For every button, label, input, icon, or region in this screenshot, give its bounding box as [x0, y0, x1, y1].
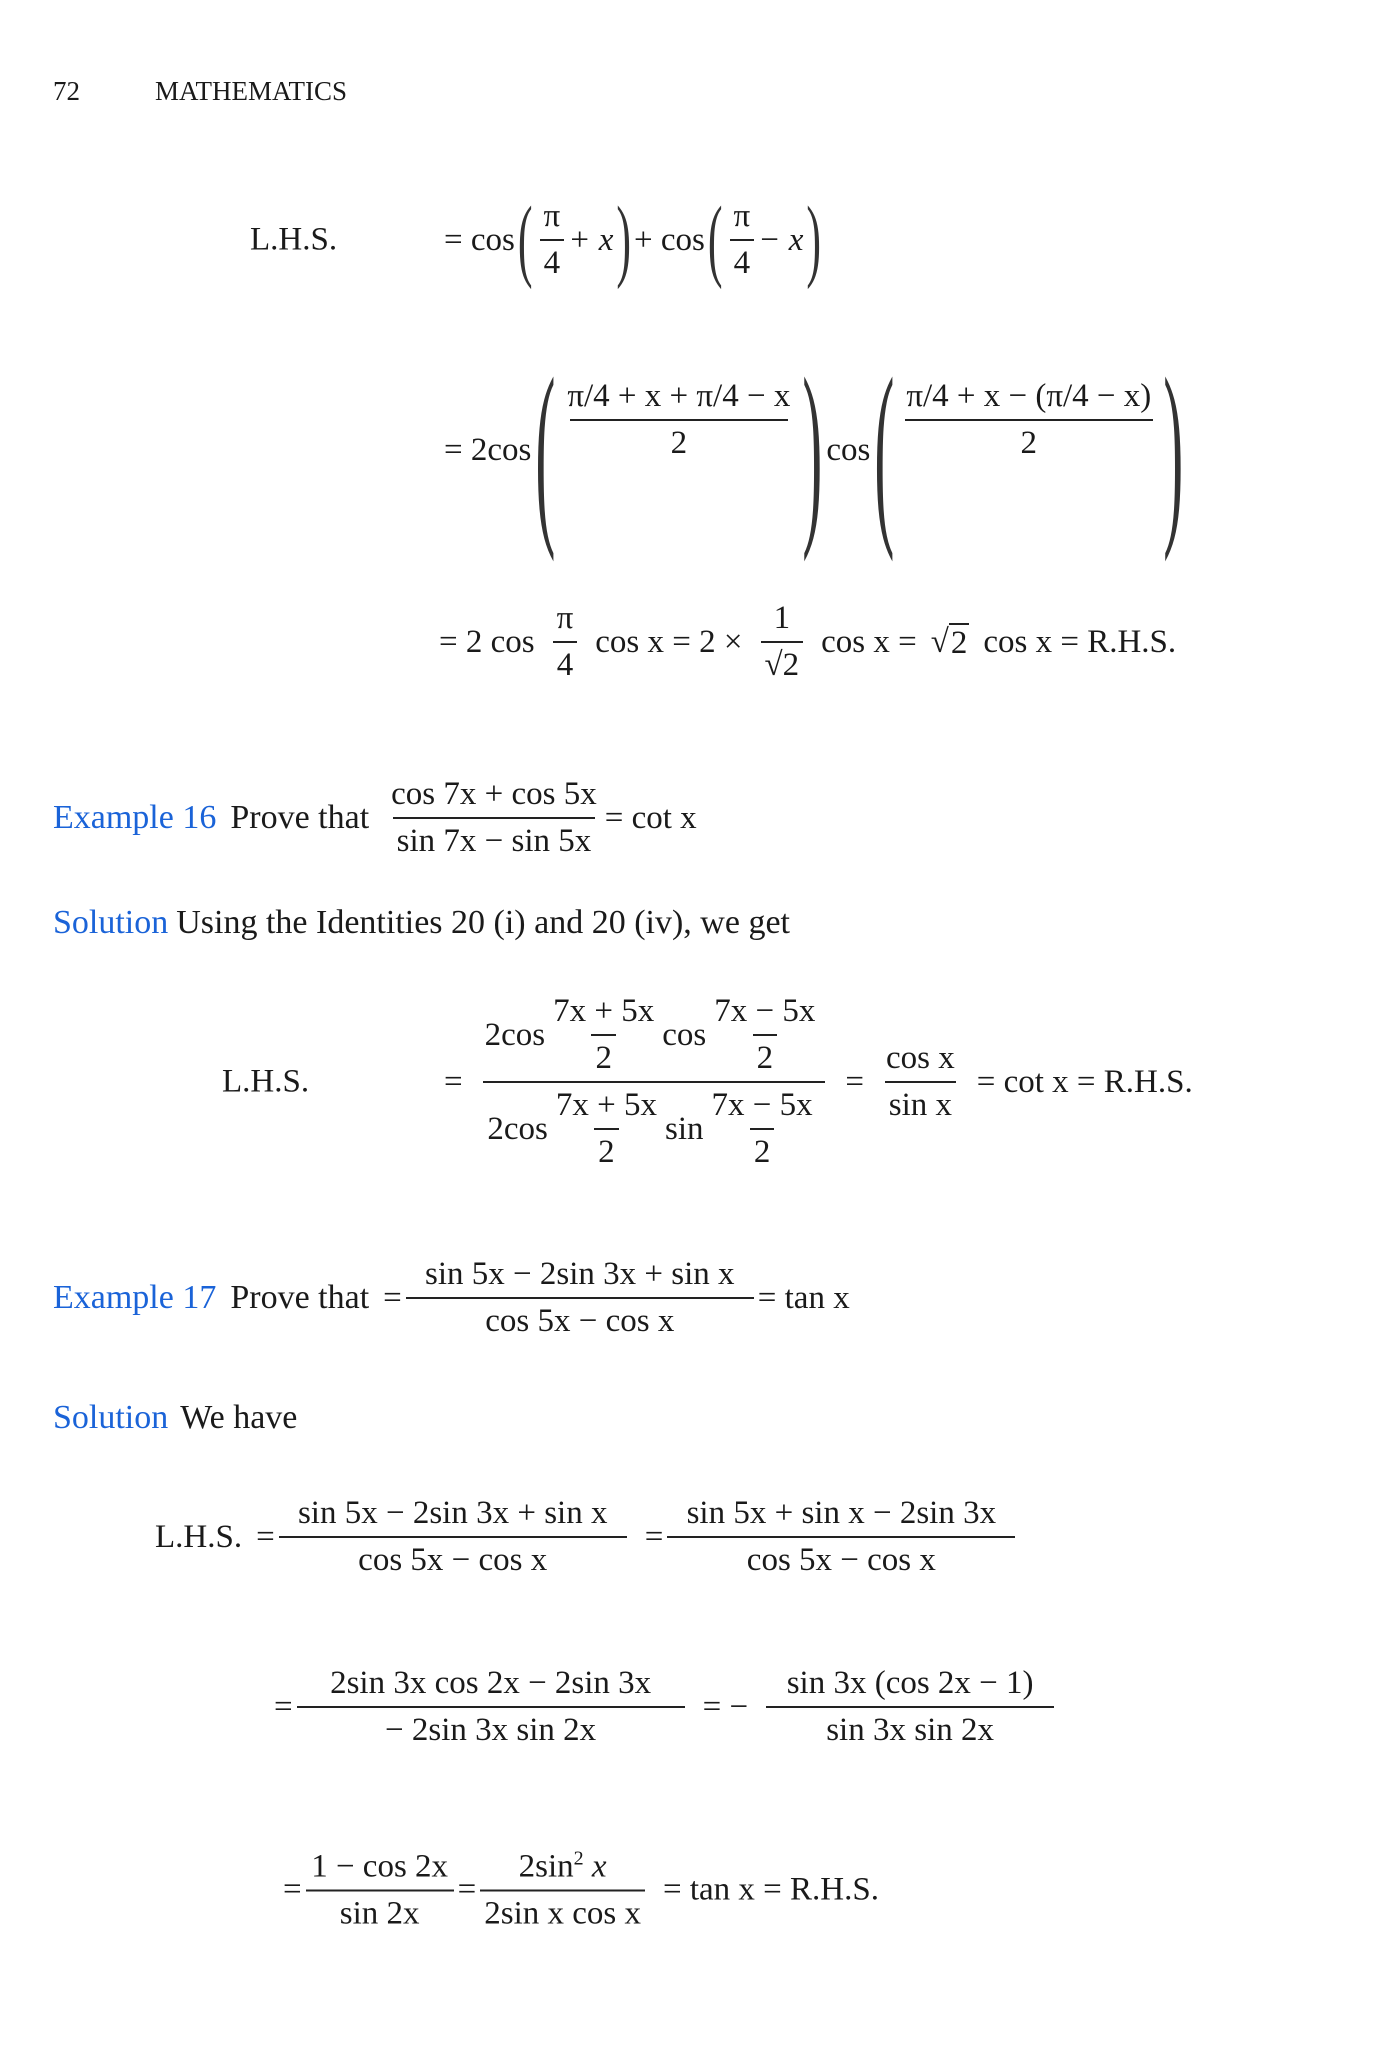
denominator: 2: [905, 419, 1153, 462]
math-text: Solution: [53, 904, 169, 941]
math-text: L.H.S.: [250, 221, 338, 258]
math-text: =: [383, 1279, 402, 1316]
parenthesis: (: [874, 337, 895, 563]
math-text: = tan x: [757, 1279, 850, 1316]
numerator: 7x + 5x: [555, 1087, 657, 1123]
math-text: L.H.S.: [155, 1518, 243, 1555]
math-text: =: [283, 1871, 302, 1908]
math-text: − x: [758, 221, 804, 258]
math-text: Prove that: [230, 799, 370, 836]
numerator: 1: [773, 600, 791, 636]
math-text: Example 17: [53, 1279, 217, 1316]
numerator: 2sin 3x cos 2x − 2sin 3x: [330, 1665, 652, 1701]
denominator: sin 2x: [306, 1889, 454, 1932]
math-text: + x: [568, 221, 614, 258]
math-text: cos x =: [821, 623, 917, 660]
math-text: + cos: [634, 221, 705, 258]
example-16: [53, 776, 697, 860]
numerator: sin 5x + sin x − 2sin 3x: [686, 1495, 997, 1531]
solution-17-intro: [53, 1399, 297, 1437]
math-text: = tan x = R.H.S.: [663, 1871, 879, 1908]
fraction: [552, 1087, 661, 1171]
parenthesis: (: [535, 337, 556, 563]
fraction: [406, 1256, 754, 1340]
running-title: MATHEMATICS: [155, 76, 348, 106]
denominator: 2: [753, 1034, 778, 1077]
math-text: = −: [702, 1688, 749, 1725]
solution-17-row-2: [274, 1665, 1058, 1749]
fraction: [540, 198, 565, 282]
fraction: [882, 1040, 959, 1124]
denominator: 2: [750, 1128, 775, 1171]
math-text: = cot x: [604, 799, 697, 836]
numerator: 7x + 5x: [553, 993, 655, 1029]
fraction: [730, 198, 755, 282]
denominator: 4: [540, 239, 565, 282]
math-text: We have: [180, 1399, 298, 1436]
math-text: =: [845, 1063, 864, 1100]
math-text: x: [591, 1848, 607, 1885]
denominator: sin 7x − sin 5x: [393, 817, 596, 860]
denominator: 2: [591, 1034, 616, 1077]
math-text: =: [444, 1063, 463, 1100]
parenthesis: ): [1163, 337, 1184, 563]
fraction: [387, 776, 601, 860]
math-text: cos x = R.H.S.: [983, 623, 1177, 660]
solution-16-intro: [53, 904, 790, 942]
denominator: 2: [570, 419, 788, 462]
math-text: 2: [573, 1847, 584, 1870]
math-text: = cos: [444, 221, 515, 258]
math-text: Using the Identities 20 (i) and 20 (iv), we get: [176, 904, 790, 941]
parenthesis: ): [806, 187, 822, 291]
numerator: π/4 + x − (π/4 − x): [906, 378, 1152, 414]
denominator: sin 3x sin 2x: [766, 1706, 1054, 1749]
math-text: sin: [664, 1110, 704, 1147]
math-text: L.H.S.: [222, 1063, 310, 1100]
denominator: 4: [730, 239, 755, 282]
parenthesis: (: [707, 187, 723, 291]
math-text: √: [930, 623, 949, 660]
math-text: Prove that: [230, 1279, 370, 1316]
numerator: π: [543, 198, 561, 234]
fraction: [279, 1495, 627, 1579]
math-text: cos: [826, 431, 871, 468]
fraction: [553, 600, 578, 684]
numerator: sin 3x (cos 2x − 1): [786, 1665, 1034, 1701]
math-text: 2cos: [484, 1016, 546, 1053]
fraction: [549, 993, 658, 1077]
lhs-label: [250, 222, 337, 259]
math-text: =: [256, 1518, 275, 1555]
fraction: [481, 993, 828, 1171]
numerator: sin 5x − 2sin 3x + sin x: [297, 1495, 608, 1531]
solution-16-equation: [444, 993, 1193, 1171]
equation-line-1: [444, 187, 824, 291]
fraction: [563, 378, 794, 462]
math-text: =: [457, 1871, 477, 1908]
example-17: [53, 1256, 850, 1340]
equation-line-3: [439, 600, 1176, 684]
denominator: √2: [761, 641, 804, 684]
numerator: sin 5x − 2sin 3x + sin x: [425, 1256, 735, 1292]
denominator: cos 5x − cos x: [406, 1297, 754, 1340]
fraction: [766, 1665, 1054, 1749]
numerator: cos 7x + cos 5x: [391, 776, 597, 812]
numerator: 1 − cos 2x: [311, 1848, 449, 1884]
numerator: [515, 1848, 611, 1890]
numerator: cos x: [886, 1040, 955, 1076]
denominator: 2sin x cos x: [480, 1890, 645, 1933]
denominator: sin x: [885, 1081, 956, 1124]
fraction: [708, 1087, 817, 1171]
lhs-label: [222, 1064, 309, 1101]
math-text: cos x = 2 ×: [595, 623, 743, 660]
math-text: =: [274, 1688, 293, 1725]
numerator: π/4 + x + π/4 − x: [567, 378, 791, 414]
parenthesis: (: [517, 187, 533, 291]
denominator: cos 5x − cos x: [667, 1536, 1015, 1579]
math-text: = 2 cos: [439, 623, 535, 660]
math-text: = cot x = R.H.S.: [976, 1063, 1193, 1100]
fraction: [306, 1848, 454, 1932]
numerator: 7x − 5x: [714, 993, 816, 1029]
math-text: 2sin: [518, 1848, 574, 1885]
math-text: Solution: [53, 1399, 169, 1436]
parenthesis: ): [802, 337, 823, 563]
denominator: 4: [553, 641, 578, 684]
math-text: 2cos: [487, 1110, 548, 1147]
fraction: [761, 600, 804, 684]
numerator: π: [556, 600, 574, 636]
fraction: [902, 378, 1155, 462]
fraction: [297, 1665, 685, 1749]
math-text: = 2cos: [444, 431, 532, 468]
math-text: Example 16: [53, 799, 217, 836]
numerator: 7x − 5x: [711, 1087, 813, 1123]
math-text: cos: [662, 1016, 707, 1053]
equation-line-2: [444, 337, 1187, 563]
denominator: [483, 1081, 824, 1171]
solution-17-row-1: [155, 1495, 1019, 1579]
numerator: π: [733, 198, 751, 234]
numerator: [481, 993, 828, 1081]
denominator: cos 5x − cos x: [279, 1536, 627, 1579]
fraction: [480, 1848, 645, 1933]
parenthesis: ): [616, 187, 632, 291]
fraction: [667, 1495, 1015, 1579]
denominator: 2: [594, 1128, 619, 1171]
solution-17-row-3: [283, 1848, 879, 1933]
fraction: [710, 993, 819, 1077]
denominator: − 2sin 3x sin 2x: [297, 1706, 685, 1749]
math-text: 2: [950, 624, 968, 661]
page-number: 72: [53, 76, 80, 106]
math-text: =: [644, 1518, 664, 1555]
